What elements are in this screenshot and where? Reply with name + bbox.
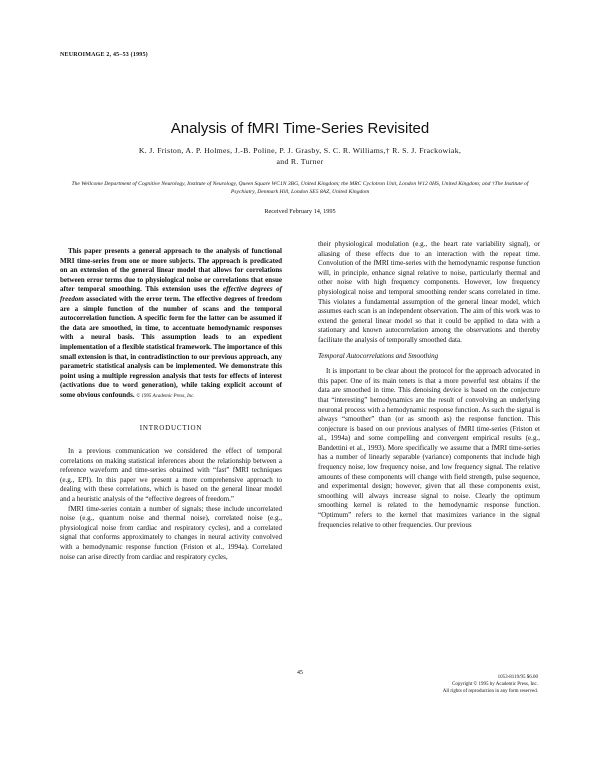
abstract-emphasis: effective degrees of freedom: [60, 285, 282, 303]
running-head: NEUROIMAGE 2, 45–53 (1995): [60, 52, 148, 58]
received-date: Received February 14, 1995: [264, 208, 336, 215]
abstract-copyright: © 1995 Academic Press, Inc.: [136, 393, 195, 399]
paper-title: Analysis of fMRI Time-Series Revisited: [170, 120, 430, 137]
right-paragraph-1: their physiological modulation (e.g., the heart rate variability signal), or aliasing of these effects due to an interaction with the repeat time. Convolution of the fMRI time-series with the hemodynamic response function will, in principle, enhance signal relative to noise, particularly thermal and other noise with high frequency components. However, low frequency physiological noise and temporal smoothing render scans correlated in time. This violates a fundamental assumption of the general linear model, which assumes each scan is an independent observation. The aim of this work was to extend the general linear model so that it could be applied to data with a stationary and known autocorrelation among the observations and thereby facilitate the analysis of temporally smoothed data.: [318, 240, 540, 344]
page-number: 45: [297, 670, 303, 676]
authors-line-2: and R. Turner: [276, 157, 324, 166]
intro-paragraph-1: In a previous communication we considered the effect of temporal correlations on making statistical inferences about the relationship between a reference waveform and time-series obtained with “fast” fMRI techniques (e.g., EPI). In this paper we present a more comprehensive approach to dealing with these correlations, which is based on the general linear model and a heuristic analysis of the “effective degrees of freedom.”: [60, 447, 282, 504]
affiliation: The Wellcome Department of Cognitive Neurology, Institute of Neurology, Queen Square WC1N 3BG, United Kingdom; the MRC Cyclotron Unit, London W12 0HS, United Kingdom; and †The Institute of Psychiatry, Denmark Hill, London SE5 8AZ, United Kingdom: [71, 181, 529, 195]
subsection-heading: Temporal Autocorrelations and Smoothing: [318, 351, 439, 360]
introduction-heading: INTRODUCTION: [139, 423, 203, 432]
abstract-part-1: This paper presents a general approach to the analysis of functional MRI time-series from one or more subjects. The approach is predicated on an extension of the general linear model that allows for correlations between error terms due to physiological noise or correlations that ensue after temporal smoothing. This extension uses the: [60, 247, 282, 294]
authors-line-1: K. J. Friston, A. P. Holmes, J.-B. Poline, P. J. Grasby, S. C. R. Williams,† R. S. J. Frackowiak,: [138, 146, 462, 155]
right-paragraph-2: It is important to be clear about the protocol for the approach advocated in this paper. One of its main tenets is that a more powerful test obtains if the data are smoothed in time. This denoising device is based on the conjecture that “interesting” hemodynamics are the result of convolving an underlying neuronal process with a hemodynamic response function. As such the signal is always “smoother” than (or as smooth as) the response function. This conjecture is based on our previous analyses of fMRI time-series (Friston et al., 1994a) and some compelling and convergent empirical results (e.g., Bandettini et al., 1993). More specifically we assume that a fMRI time-series has a number of linearly separable (variance) components that include high frequency noise, low frequency noise, and low frequency signal. The relative amounts of these components will change with field strength, pulse sequence, and experimental design; however, given that all these components exist, smoothing will always increase signal to noise. Clearly the optimum smoothing kernel is related to the hemodynamic response function. “Optimum” refers to the kernel that maximizes variance in the signal frequencies relative to other frequencies. Our previous: [318, 367, 540, 529]
copyright-line-2: Copyright © 1995 by Academic Press, Inc.: [451, 682, 538, 687]
copyright-block: [443, 674, 538, 695]
copyright-line-1: 1053-8119/95 $6.00: [497, 675, 538, 680]
left-column: [60, 247, 282, 562]
abstract: [60, 247, 282, 402]
author-list: [70, 145, 530, 167]
intro-paragraph-2: fMRI time-series contain a number of signals; these include uncorrelated noise (e.g., quantum noise and thermal noise), correlated noise (e.g., physiological noise from cardiac and respiratory cycles), and a correlated signal that conforms approximately to changes in neural activity convolved with a hemodynamic response function (Friston et al., 1994a). Correlated noise can arise directly from cardiac and respiratory cycles,: [60, 504, 282, 561]
copyright-line-3: All rights of reproduction in any form reserved.: [442, 689, 538, 694]
right-column: [318, 240, 540, 530]
abstract-part-2: associated with the error term. The effective degrees of freedom are a simple function of the number of scans and the temporal autocorrelation function. A specific form for the latter can be assumed if the data are smoothed, in time, to accentuate hemodynamic responses with a neural basis. This assumption leads to an expedient implementation of a flexible statistical framework. The importance of this small extension is that, in contradistinction to our previous approach, any parametric statistical analysis can be implemented. We demonstrate this point using a multiple regression analysis that tests for effects of interest (activations due to word generation), while taking explicit account of some obvious confounds.: [60, 294, 282, 399]
